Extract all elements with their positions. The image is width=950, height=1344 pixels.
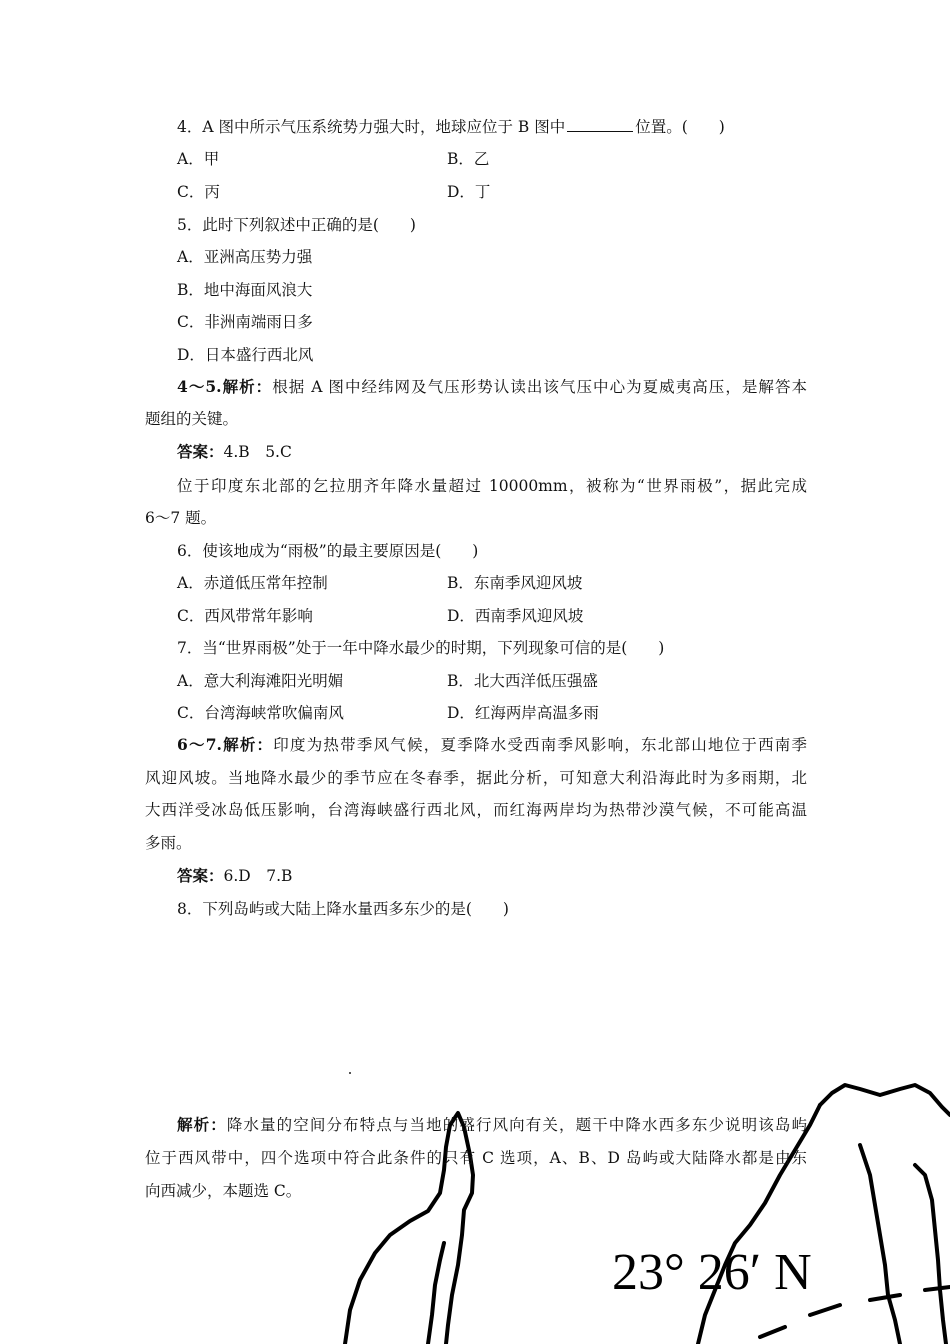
right-island-shape	[915, 1165, 946, 1344]
q6-option-b: B．东南季风迎风坡	[447, 574, 583, 592]
q4-option-row-1	[177, 149, 807, 169]
q5-stem: 5．此时下列叙述中正确的是( )	[177, 216, 416, 234]
q5-option-c: C．非洲南端雨日多	[177, 313, 313, 331]
analysis67-text1: 印度为热带季风气候，夏季降水受西南季风影响，东北部山地位于西南季	[273, 736, 807, 754]
analysis45-text1: 根据 A 图中经纬网及气压形势认读出该气压中心为夏威夷高压，是解答本	[272, 378, 807, 396]
analysis8-label: 解析：	[177, 1115, 227, 1134]
analysis8-text1: 降水量的空间分布特点与当地的盛行风向有关，题干中降水西多东少说明该岛屿	[226, 1116, 807, 1134]
dashed-tropic-mark-2	[810, 1305, 840, 1315]
analysis67-line4: 多雨。	[145, 834, 192, 852]
q4-option-c: C．丙	[177, 183, 220, 201]
q4-stem	[177, 117, 807, 137]
analysis45-line2: 题组的关键。	[145, 410, 239, 428]
analysis67-line3: 大西洋受冰岛低压影响，台湾海峡盛行西北风，而红海两岸均为热带沙漠气候，不可能高温	[145, 801, 807, 819]
analysis67-label: 6～7.解析：	[177, 735, 274, 754]
answer45-label: 答案：	[177, 442, 224, 461]
right-landmass-outline	[820, 1085, 950, 1115]
q7-option-row-2	[177, 703, 807, 723]
q7-option-b: B．北大西洋低压强盛	[447, 672, 598, 690]
q7-option-row-1	[177, 671, 807, 691]
answer45	[177, 442, 807, 462]
dashed-tropic-mark-3	[870, 1295, 900, 1300]
q8-stem: 8．下列岛屿或大陆上降水量西多东少的是( )	[177, 900, 509, 918]
dashed-tropic-mark-1	[760, 1327, 785, 1337]
q5-option-a: A．亚洲高压势力强	[177, 248, 313, 266]
right-landmass-inner	[860, 1145, 900, 1344]
analysis8-line2: 位于西风带中，四个选项中符合此条件的只有 C 选项，A、B、D 岛屿或大陆降水都是由东	[145, 1149, 807, 1167]
q6-option-d: D．西南季风迎风坡	[447, 607, 584, 625]
answer67-label: 答案：	[177, 866, 224, 885]
left-island-inner-coast	[428, 1243, 444, 1344]
analysis67-line2: 风迎风坡。当地降水最少的季节应在冬春季，据此分析，可知意大利沿海此时为多雨期，北	[145, 769, 807, 787]
q4-option-row-2	[177, 182, 807, 202]
analysis8-line1	[177, 1115, 807, 1135]
q4-stem-before: 4．A 图中所示气压系统势力强大时，地球应位于 B 图中	[177, 118, 566, 136]
analysis45-label: 4～5.解析：	[177, 377, 273, 396]
q4-option-d: D．丁	[447, 183, 491, 201]
dashed-tropic-mark-4	[925, 1287, 950, 1290]
answer67	[177, 866, 807, 886]
q4-answer-blank	[567, 117, 633, 132]
q6-stem: 6．使该地成为“雨极”的最主要原因是( )	[177, 542, 479, 560]
intro67-line1: 位于印度东北部的乞拉朋齐年降水量超过 10000mm，被称为“世界雨极”，据此完成	[177, 477, 807, 495]
analysis45-line1	[177, 377, 807, 397]
q4-option-b: B．乙	[447, 150, 490, 168]
q6-option-a: A．赤道低压常年控制	[177, 574, 328, 592]
analysis8-line3: 向西减少，本题选 C。	[145, 1182, 302, 1200]
q7-option-c: C．台湾海峡常吹偏南风	[177, 704, 344, 722]
q6-option-row-1	[177, 573, 807, 593]
analysis67-line1	[177, 735, 807, 755]
stray-dot	[349, 1072, 351, 1074]
q5-option-d: D．日本盛行西北风	[177, 346, 314, 364]
q6-option-row-2	[177, 606, 807, 626]
intro67-line2: 6～7 题。	[145, 509, 217, 527]
latitude-label: 23° 26′ N	[612, 1244, 812, 1301]
q4-stem-after: 位置。( )	[635, 118, 725, 136]
answer45-text: 4.B 5.C	[223, 443, 292, 461]
q7-option-a: A．意大利海滩阳光明媚	[177, 672, 344, 690]
right-landmass-coast	[698, 1105, 820, 1344]
q7-option-d: D．红海两岸高温多雨	[447, 704, 599, 722]
q4-option-a: A．甲	[177, 150, 220, 168]
q5-option-b: B．地中海面风浪大	[177, 281, 313, 299]
q6-option-c: C．西风带常年影响	[177, 607, 313, 625]
q7-stem: 7．当“世界雨极”处于一年中降水最少的时期，下列现象可信的是( )	[177, 639, 665, 657]
answer67-text: 6.D 7.B	[223, 867, 293, 885]
